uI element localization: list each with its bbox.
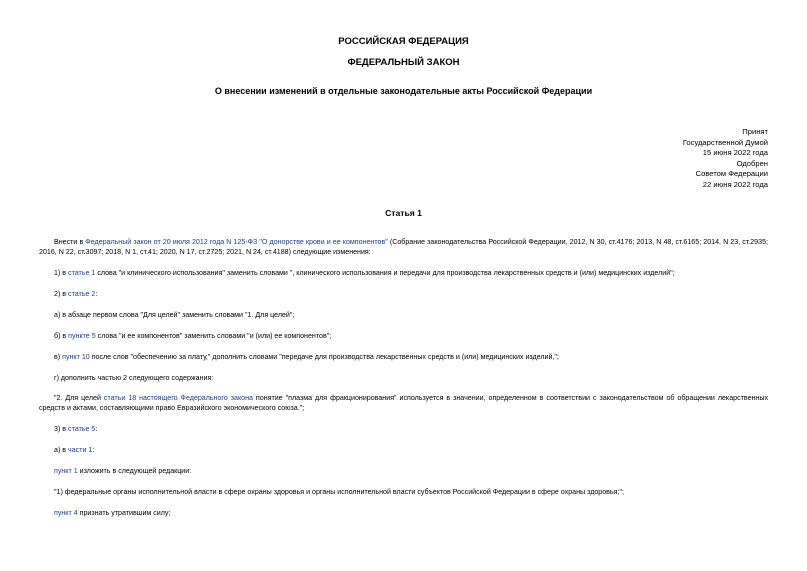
- list-item: [39, 424, 768, 434]
- article-link[interactable]: статье 2: [68, 290, 96, 298]
- list-item: г) дополнить частью 2 следующего содержания:: [54, 374, 214, 382]
- article-link[interactable]: статьи 18 настоящего Федерального закона: [103, 394, 253, 402]
- paragraph-text: :: [95, 425, 98, 433]
- adoption-block: [683, 127, 768, 191]
- list-item: [39, 352, 768, 362]
- list-item: [39, 445, 768, 455]
- approval-line: Одобрен: [736, 158, 768, 168]
- paragraph-text: (Собрание законодательства Российской Федерации, 2012, N 30, ст.4176; 2013, N 48, ст.6165; 2014, N 23, ст.2935; 2016, N 22, ст.3097; 2018, N 1, ст.41; 2020, N 17, ст.2725; 2021, N 24, ст.4188) следующие изменения:: [39, 238, 768, 257]
- adoption-line: Принят: [742, 127, 768, 136]
- article-heading: Статья 1: [385, 208, 422, 218]
- paragraph-text: после слов "обеспечению за плату," дополнить словами "передаче для производства лекарственных средств и (или) медицинских изделий,";: [89, 353, 559, 361]
- paragraph-text: слова "и клинического использования" заменить словами ", клинического использования и передачи для производства лекарственных средств и (или) медицинских изделий";: [95, 269, 675, 277]
- law-link[interactable]: Федеральный закон от 20 июля 2012 года N 125-ФЗ "О донорстве крови и ее компонентов": [85, 238, 388, 246]
- paragraph-text: :: [92, 446, 95, 454]
- document-title: О внесении изменений в отдельные законодательные акты Российской Федерации: [214, 86, 593, 96]
- paragraph-text: "2. Для целей: [54, 394, 104, 402]
- paragraph-text: изложить в следующей редакции:: [77, 467, 192, 475]
- clause-link[interactable]: пункт 1: [54, 467, 78, 475]
- paragraph-intro: [39, 237, 768, 258]
- paragraph-text: 3) в: [54, 425, 69, 433]
- part-link[interactable]: части 1: [68, 446, 93, 454]
- article-link[interactable]: статье 1: [68, 269, 96, 277]
- paragraph-text: в): [54, 353, 63, 361]
- quoted-paragraph: "1) федеральные органы исполнительной власти в сфере охраны здоровья и органы исполнительной власти субъектов Российской Федерации в сфере охраны здоровья;";: [54, 488, 624, 496]
- paragraph-text: Внести в: [54, 238, 86, 246]
- quoted-paragraph: [39, 393, 768, 414]
- document-type-heading: ФЕДЕРАЛЬНЫЙ ЗАКОН: [347, 57, 460, 68]
- paragraph-text: :: [95, 290, 98, 298]
- list-item: а) в абзаце первом слова "Для целей" заменить словами "1. Для целей";: [54, 311, 295, 319]
- paragraph-text: признать утратившим силу;: [77, 509, 171, 517]
- list-item: [39, 289, 768, 299]
- clause-link[interactable]: пункт 10: [62, 353, 90, 361]
- paragraph-text: слова "и ее компонентов" заменить словами "и (или) ее компонентов";: [95, 332, 332, 340]
- paragraph-text: а) в: [54, 446, 69, 454]
- paragraph-text: б) в: [54, 332, 69, 340]
- clause-link[interactable]: пункте 5: [68, 332, 96, 340]
- approval-date: 22 июня 2022 года: [702, 179, 768, 189]
- list-item: [39, 268, 768, 278]
- adoption-line: Государственной Думой: [682, 137, 768, 147]
- country-heading: РОССИЙСКАЯ ФЕДЕРАЦИЯ: [338, 36, 469, 47]
- approval-line: Советом Федерации: [695, 169, 768, 179]
- paragraph-text: понятие "плазма для фракционирования" используется в значении, определенном в соответствии с законодательством об обращении лекарственных средств и актами, составляющими право Евразийского экономического союза.";: [39, 394, 768, 413]
- clause-link[interactable]: пункт 4: [54, 509, 78, 517]
- list-item: [39, 466, 768, 476]
- article-link[interactable]: статье 5: [68, 425, 96, 433]
- paragraph-text: 2) в: [54, 290, 69, 298]
- list-item: [39, 508, 768, 518]
- paragraph-text: 1) в: [54, 269, 69, 277]
- adoption-date: 15 июня 2022 года: [702, 148, 768, 158]
- list-item: [39, 331, 768, 341]
